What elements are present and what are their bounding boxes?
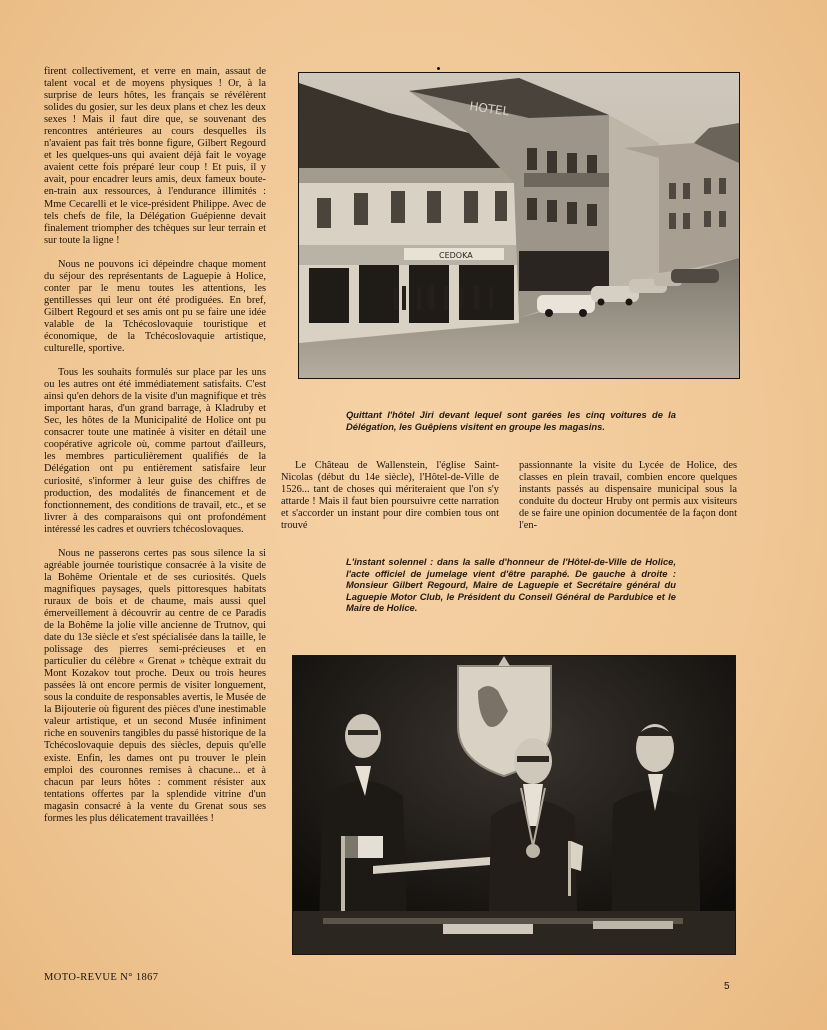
street-photo	[298, 72, 740, 379]
paragraph: Nous ne pouvons ici dépeindre chaque moment du séjour des représentants de Laguepie à Holice, conter par le menu toutes les attentions, les gentillesses qui leur ont été prodiguées. En bref, Gilbert Regourd et ses amis ont pu se faire une idée valable de la Tchécoslovaquie touristique et économique, de la Tchécoslovaquie artistique, culturelle, sportive.	[44, 258, 266, 355]
paragraph: passionnante la visite du Lycée de Holice, des classes en plein travail, combien encore quelques instants passés au dispensaire municipal sous la conduite du docteur Hruby ont permis aux visiteurs de se faire une opinion documentée de la façon dont l'en-	[519, 460, 737, 532]
page-number: 5	[724, 981, 730, 992]
paragraph: firent collectivement, et verre en main, assaut de talent vocal et de moyens physiques ! Or, à la surprise de leurs hôtes, les français se révélèrent solides du gosier, sur les deux plans et chez les deux sexes ! Mais il faut dire que, se souvenant des rencontres antérieures au cours desquelles ils n'avaient pas fait très bonne figure, Gilbert Regourd et les quelques-uns qui avaient déjà fait le voyage avaient cette fois préparé leur coup ! Et puis, il y avait, pour encadrer leurs amis, deux fameux boute-en-train aux ressources, à l'endurance illimités : Mme Cecarelli et le vice-président Philippe. Avec de tels chefs de file, la Délégation Guépienne devait finalement triompher des tchèques sur leur terrain et sur toute la ligne !	[44, 66, 266, 246]
hotel-sign: HOTEL	[468, 99, 511, 119]
paragraph: Le Château de Wallenstein, l'église Saint-Nicolas (début du 14e siècle), l'Hôtel-de-Ville de 1526... tant de choses qui mériteraient que l'on s'y attarde ! Mais il faut bien poursuivre cette narration et s'accorder un instant pour dire combien tous ont trouvé	[281, 460, 499, 532]
ceremony-photo	[292, 655, 736, 955]
middle-left-text	[281, 460, 499, 532]
paragraph: Nous ne passerons certes pas sous silence la si agréable journée touristique consacrée à la visite de la Bohême Orientale et de ses curiosités. Quels magnifiques paysages, quels pittoresques habitats ruraux de bois et de chaume, mais aussi quel émerveillement à découvrir au centre de ce Paradis de la Bohême la jolie ville ancienne de Trutnov, qui date du 13e siècle et s'est spécialisée dans la taille, le polissage des pierres semi-précieuses et en particulier du célèbre « Grenat » tchèque extrait du Mont Kozakov tout proche. Deux ou trois heures passées là ont encore permis de visiter longuement, sous la conduite de responsables avertis, le Musée de la Bijouterie où figurent des pièces d'une inestimable valeur artistique, et un second Musée infiniment riche en souvenirs tangibles du passé historique de la Tchécoslovaquie depuis des siècles, depuis qu'elle existe. Enfin, les dames ont pu trouver le plein emploi des couronnes remises à chacune... et à chacun par leurs hôtes : comment résister aux tentations offertes par la splendide vitrine d'un magasin consacré à la vente du Grenat sous ses formes les plus délicatement travaillées !	[44, 547, 266, 824]
middle-right-text	[519, 460, 737, 532]
street-photo-caption: Quittant l'hôtel Jiri devant lequel sont garées les cinq voitures de la Délégation, les Guêpiens visitent en groupe les magasins.	[346, 409, 676, 432]
left-text-column	[44, 66, 266, 837]
ceremony-photo-caption: L'instant solennel : dans la salle d'honneur de l'Hôtel-de-Ville de Holice, l'acte officiel de jumelage vient d'être paraphé. De gauche à droite : Monsieur Gilbert Regourd, Maire de Laguepie et Secrétaire général du Laguepie Motor Club, le Président du Conseil Général de Pardubice et le Maire de Holice.	[346, 556, 676, 614]
shop-sign: CEDOKA	[439, 251, 473, 260]
print-dot	[437, 67, 440, 70]
paragraph: Tous les souhaits formulés sur place par les uns ou les autres ont été immédiatement satisfaits. C'est ainsi qu'en dehors de la visite d'un magnifique et très important haras, d'un grand barrage, à Kladruby et Sec, les hôtes de la Municipalité de Holice ont pu consacrer toute une matinée à visiter en détail une coopérative agricole où, comme partout d'ailleurs, les membres particulièrement qualifiés de la Délégation ont pu entièrement satisfaire leur curiosité, s'informer à leur guise des chiffres de production, des modalités de financement et de fonctionnement, des conditions de travail, etc., et se livrer à des comparaisons qui ont profondément intéressé les cadres et ouvriers tchécoslovaques.	[44, 367, 266, 535]
magazine-footer: MOTO-REVUE N° 1867	[44, 972, 159, 983]
